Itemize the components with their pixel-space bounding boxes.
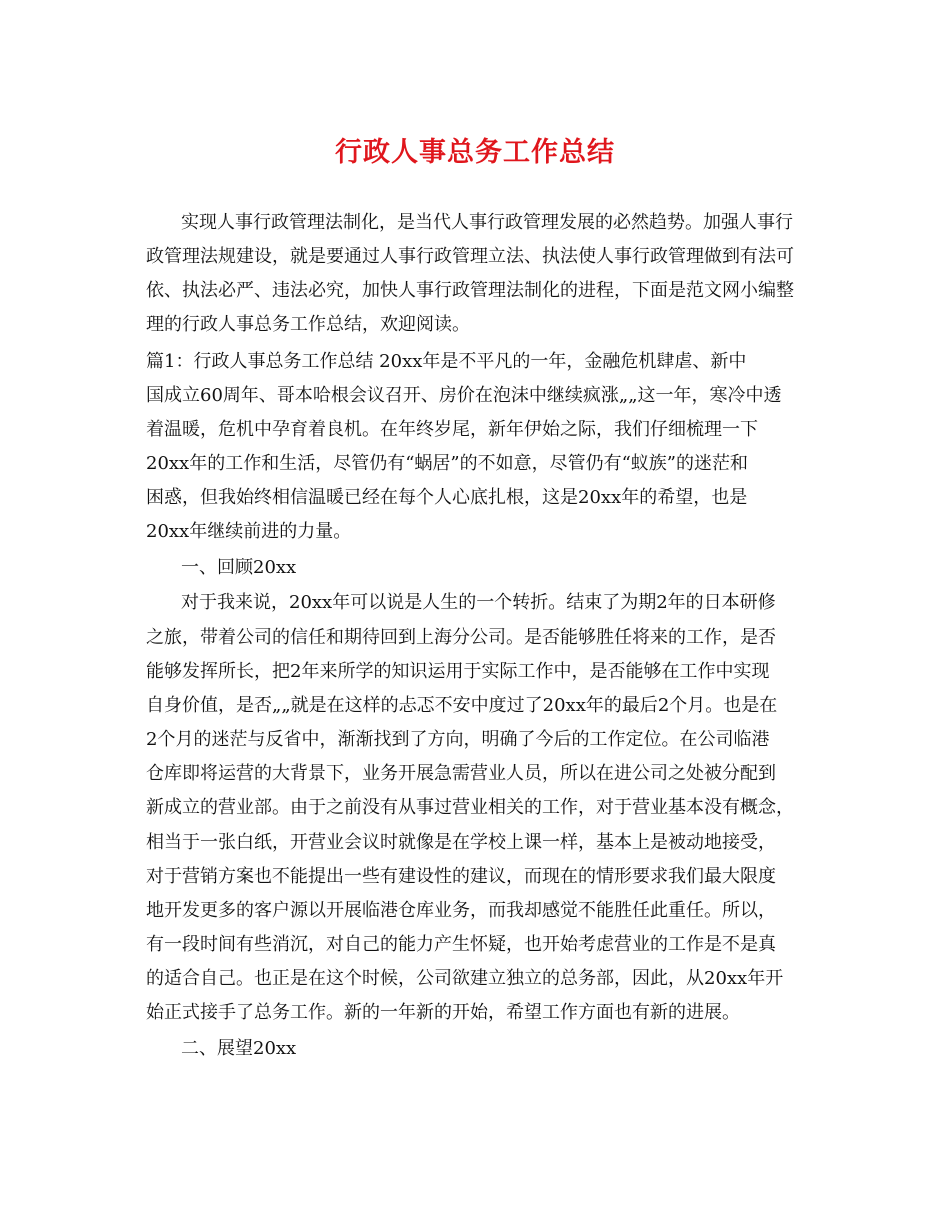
- body-line: 2个月的迷茫与反省中，渐渐找到了方向，明确了今后的工作定位。在公司临港: [146, 729, 770, 750]
- body-line: 理的行政人事总务工作总结，欢迎阅读。: [146, 314, 470, 335]
- section-heading: 一、回顾20xx: [181, 557, 297, 578]
- body-line: 篇1：行政人事总务工作总结 20xx年是不平凡的一年，金融危机肆虐、新中: [146, 351, 747, 372]
- body-line: 依、执法必严、违法必究，加快人事行政管理法制化的进程，下面是范文网小编整: [146, 280, 794, 301]
- body-line: 国成立60周年、哥本哈根会议召开、房价在泡沫中继续疯涨„„这一年，寒冷中透: [146, 385, 782, 406]
- body-line: 有一段时间有些消沉，对自己的能力产生怀疑，也开始考虑营业的工作是不是真: [146, 934, 776, 955]
- body-line: 新成立的营业部。由于之前没有从事过营业相关的工作，对于营业基本没有概念，: [146, 797, 794, 818]
- body-line: 对于我来说，20xx年可以说是人生的一个转折。结束了为期2年的日本研修: [181, 592, 776, 613]
- body-line: 20xx年的工作和生活，尽管仍有“蜗居”的不如意，尽管仍有“蚁族”的迷茫和: [146, 453, 749, 474]
- body-line: 仓库即将运营的大背景下，业务开展急需营业人员，所以在进公司之处被分配到: [146, 763, 776, 784]
- body-line: 始正式接手了总务工作。新的一年新的开始，希望工作方面也有新的进展。: [146, 1002, 740, 1023]
- body-line: 困惑，但我始终相信温暖已经在每个人心底扎根，这是20xx年的希望，也是: [146, 487, 748, 508]
- body-line: 能够发挥所长，把2年来所学的知识运用于实际工作中，是否能够在工作中实现: [146, 661, 770, 682]
- body-line: 20xx年继续前进的力量。: [146, 521, 352, 542]
- body-line: 着温暖，危机中孕育着良机。在年终岁尾，新年伊始之际，我们仔细梳理一下: [146, 419, 758, 440]
- body-line: 地开发更多的客户源以开展临港仓库业务，而我却感觉不能胜任此重任。所以，: [146, 900, 776, 921]
- body-line: 政管理法规建设，就是要通过人事行政管理立法、执法使人事行政管理做到有法可: [146, 246, 794, 267]
- document-title: 行政人事总务工作总结: [335, 137, 615, 168]
- body-line: 之旅，带着公司的信任和期待回到上海分公司。是否能够胜任将来的工作，是否: [146, 627, 776, 648]
- body-line: 相当于一张白纸，开营业会议时就像是在学校上课一样，基本上是被动地接受，: [146, 832, 776, 853]
- body-line: 对于营销方案也不能提出一些有建设性的建议，而现在的情形要求我们最大限度: [146, 866, 776, 887]
- body-line: 自身价值，是否„„就是在这样的忐忑不安中度过了20xx年的最后2个月。也是在: [146, 695, 778, 716]
- body-line: 的适合自己。也正是在这个时候，公司欲建立独立的总务部，因此，从20xx年开: [146, 968, 784, 989]
- section-heading: 二、展望20xx: [181, 1038, 297, 1059]
- body-line: 实现人事行政管理法制化，是当代人事行政管理发展的必然趋势。加强人事行: [181, 212, 793, 233]
